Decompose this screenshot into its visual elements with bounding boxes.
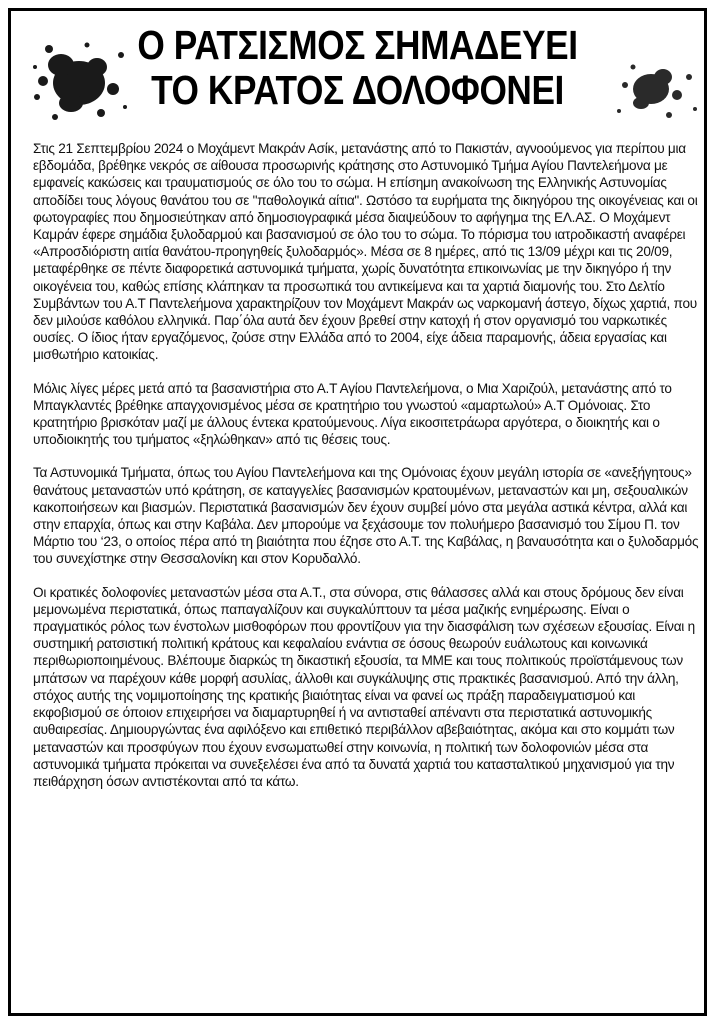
headline: [111, 23, 604, 113]
headline-line-2: ΤΟ ΚΡΑΤΟΣ ΔΟΛΟΦΟΝΕΙ: [151, 67, 564, 113]
poster-frame: [8, 8, 707, 1016]
article-body: [33, 140, 699, 806]
paragraph-3: Τα Αστυνομικά Τμήματα, όπως του Αγίου Παντελεήμονα και της Ομόνοιας έχουν μεγάλη ιστορία σε «ανεξήγητους» θανάτους μεταναστών υπό κράτηση, σε καταγγελίες βασανισμών κρατουμένων, μεταναστών και μη, σεξουαλικών κακοποιήσεων και βιασμών. Περιστατικά βασανισμών δεν έχουν συμβεί μόνο στα μεγάλα αστικά κέντρα, αλλά και στην επαρχία, όπως και στην Καβάλα. Δεν μπορούμε να ξεχάσουμε τον πολυήμερο βασανισμό του Σίμου Π. τον Μάρτιο του ‘23, ο οποίος πέρα από τη βιαιότητα που έζησε στο Α.Τ. της Καβάλας, η βαναυσότητα και ο ξυλοδαρμός του συνεχίστηκε στην Θεσσαλονίκη και στον Κορυδαλλό.: [33, 465, 699, 567]
headline-line-1: Ο ΡΑΤΣΙΣΜΟΣ ΣΗΜΑΔΕΥΕΙ: [137, 22, 578, 68]
paragraph-1: Στις 21 Σεπτεμβρίου 2024 ο Μοχάμεντ Μακράν Ασίκ, μετανάστης από το Πακιστάν, αγνοούμενος για περίπου μια εβδομάδα, βρέθηκε νεκρός σε αίθουσα προσωρινής κράτησης στο Αστυνομικό Τμήμα Αγίου Παντελεήμονα με εμφανείς κακώσεις και τραυματισμούς σε όλο του το σώμα. Η επίσημη ανακοίνωση της Ελληνικής Αστυνομίας αποδίδει τους λόγους θανάτου του σε "παθολογικά αίτια". Ωστόσο τα ευρήματα της δικηγόρου της οικογένειας και οι φωτογραφίες που δημοσιεύτηκαν από δημοσιογραφικά μέσα διαψεύδουν το αφήγημα της ΕΛ.ΑΣ. Ο Μοχάμεντ Καμράν έφερε σημάδια ξυλοδαρμού και βασανισμού σε όλο του το σώμα. Το πόρισμα του ιατροδικαστή αναφέρει «Απροσδιόριστη αιτία θανάτου-προηγηθείς ξυλοδαρμός». Μέσα σε 8 ημέρες, από τις 13/09 μέχρι και τις 20/09, μεταφέρθηκε σε πέντε διαφορετικά αστυνομικά τμήματα, χωρίς δυνατότητα επικοινωνίας με την δικηγόρο ή την οικογένεια του, καθώς επίσης κλάπηκαν τα προσωπικά του αντικείμενα και τα χαρτιά διαμονής του. Στο Δελτίο Συμβάντων του Α.Τ Παντελεήμονα χαρακτηρίζουν τον Μοχάμεντ Μακράν ως ναρκομανή άστεγο, δίχως χαρτιά, που δεν μιλούσε καθόλου ελληνικά. Παρ΄όλα αυτά δεν έχουν βρεθεί στην κατοχή ή στον οργανισμό του ναρκωτικές ουσίες. Ο ίδιος ήταν εργαζόμενος, ζούσε στην Ελλάδα από το 2004, είχε άδεια παραμονής, άδεια εργασίας και μισθωτήριο κατοικίας.: [33, 141, 698, 363]
ink-splatter-right: [611, 55, 701, 125]
paragraph-4: Οι κρατικές δολοφονίες μεταναστών μέσα στα Α.Τ., στα σύνορα, στις θάλασσες αλλά και στους δρόμους δεν είναι μεμονωμένα περιστατικά, όπως παπαγαλίζουν και συγκαλύπτουν τα μέσα μαζικής ενημέρωσης. Είναι ο πραγματικός ρόλος των ένστολων μισθοφόρων που φροντίζουν για την διασφάλιση των σχέσεων εξουσίας. Είναι η συστημική ρατσιστική πολιτική κράτους και κεφαλαίου ενάντια σε όσους θεωρούν ευάλωτους και κοινωνικά περιθωριοποιημένους. Βλέπουμε διαρκώς τη δικαστική εξουσία, τα ΜΜΕ και τους πολιτικούς προϊστάμενους των μπάτσων να παρέχουν κάθε μορφή ασυλίας, άλλοθι και συγκάλυψης στις πρακτικές βασανισμού. Από την άλλη, στόχος αυτής της νομιμοποίησης της κρατικής βιαιότητας είναι να φανεί ως πράξη παραδειγματισμού και εκφοβισμού σε όποιον επιχειρήσει να διαμαρτυρηθεί ή να αντισταθεί απέναντι στα περιστατικά αστυνομικής αυθαιρεσίας. Δημιουργώντας ένα αφιλόξενο και επιθετικό περιβάλλον αβεβαιότητας, ακόμα και στο κομμάτι των μεταναστών και προσφύγων που έχουν ενσωματωθεί στην κοινωνία, η πολιτική των δολοφονιών μέσα στα αστυνομικά τμήματα πρόκειται να συνεξελέσει ένα από τα δυνατά χαρτιά του κατασταλτικού μηχανισμού για την πειθάρχηση όσων αντιστέκονται από τα κάτω.: [33, 584, 695, 789]
paragraph-2: Μόλις λίγες μέρες μετά από τα βασανιστήρια στο Α.Τ Αγίου Παντελεήμονα, ο Μια Χαριζούλ, μετανάστης από το Μπαγκλαντές βρέθηκε απαγχονισμένος μέσα σε κρατητήριο του γνωστού «αμαρτωλού» Α.Τ Ομόνοιας. Στο κρατητήριο βρισκόταν μαζί με άλλους έντεκα κρατούμενους. Λίγα εικοσιτετράωρα αργότερα, ο διοικητής και ο υποδιοικητής του τμήματος «ξηλώθηκαν» από τις θέσεις τους.: [33, 380, 672, 448]
